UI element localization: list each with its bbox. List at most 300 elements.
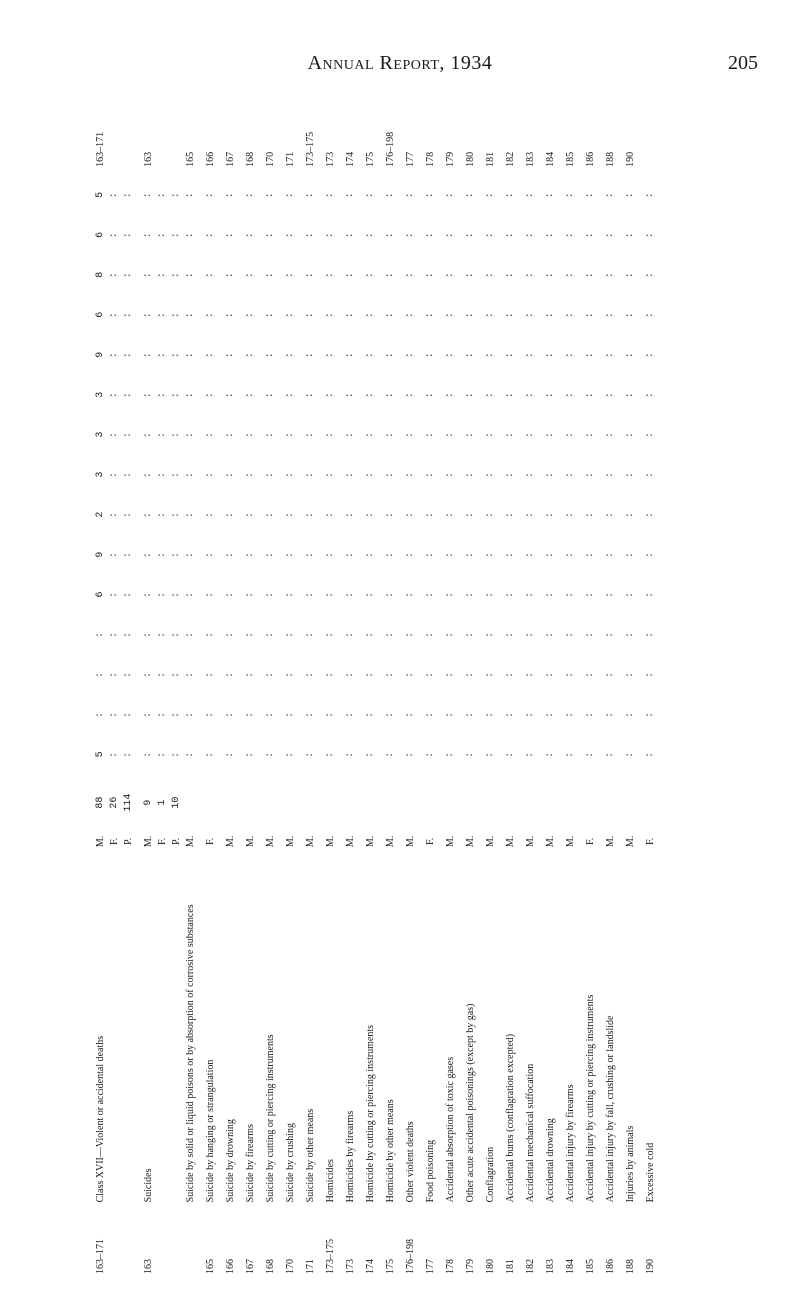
value-cell: : xyxy=(445,750,456,758)
value-cell: : xyxy=(645,471,656,479)
table-row xyxy=(538,90,558,1280)
row-code-right xyxy=(122,90,136,175)
value-cell: 6 xyxy=(95,591,106,598)
total-cell xyxy=(558,774,578,830)
value-cell: : xyxy=(385,431,396,439)
row-code: 168 xyxy=(265,1259,276,1274)
value-cell: : xyxy=(485,551,496,559)
value-cell: : xyxy=(585,311,596,319)
total-cell xyxy=(198,774,218,830)
value-cell: : xyxy=(525,391,536,399)
value-cell: : xyxy=(465,551,476,559)
value-cell: : xyxy=(157,591,168,599)
value-cell: : xyxy=(109,191,120,199)
value-cell: : xyxy=(445,391,456,399)
table-row xyxy=(88,90,108,1280)
value-cell: : xyxy=(109,591,120,599)
value-cell: : xyxy=(465,591,476,599)
value-cell: : xyxy=(625,191,636,199)
value-cell: : xyxy=(265,670,276,678)
value-cell: : xyxy=(405,591,416,599)
cause-label: Accidental absorption of toxic gases xyxy=(445,1056,456,1203)
value-cell: : xyxy=(345,231,356,239)
row-code xyxy=(122,1202,136,1280)
row-code-right: 182 xyxy=(505,151,516,167)
value-cell: : xyxy=(325,670,336,678)
value-cell: 5 xyxy=(95,751,106,758)
value-cell: : xyxy=(265,630,276,638)
table-row xyxy=(438,90,458,1280)
row-code-right: 168 xyxy=(245,151,256,167)
value-cell: : xyxy=(123,271,134,279)
row-code-right: 166 xyxy=(205,151,216,167)
value-cell: : xyxy=(425,750,436,758)
total-cell xyxy=(278,774,298,830)
value-cell: : xyxy=(485,351,496,359)
value-cell: : xyxy=(605,391,616,399)
value-cell: : xyxy=(123,351,134,359)
sex-label: M. xyxy=(365,835,376,848)
cause-label: Homicide by cutting or piercing instruments xyxy=(365,1024,376,1203)
cause-label: Other acute accidental poisonings (except by gas) xyxy=(465,1003,476,1203)
mortality-table xyxy=(88,90,658,1280)
value-cell: : xyxy=(225,191,236,199)
total-cell xyxy=(298,774,318,830)
total-cell xyxy=(358,774,378,830)
value-cell: : xyxy=(545,271,556,279)
cause-label: Suicide by other means xyxy=(305,1108,316,1203)
value-cell: : xyxy=(245,431,256,439)
row-code: 182 xyxy=(525,1259,536,1274)
value-cell: : xyxy=(345,191,356,199)
value-cell: : xyxy=(625,710,636,718)
value-cell: : xyxy=(157,271,168,279)
value-cell: : xyxy=(143,710,154,718)
value-cell: : xyxy=(171,591,182,599)
sex-label: M. xyxy=(545,835,556,848)
value-cell: : xyxy=(565,670,576,678)
value-cell: : xyxy=(345,710,356,718)
value-cell: : xyxy=(565,591,576,599)
row-code: 163–171 xyxy=(95,1239,106,1274)
value-cell: : xyxy=(645,351,656,359)
value-cell: : xyxy=(285,591,296,599)
value-cell: : xyxy=(123,311,134,319)
value-cell: : xyxy=(205,551,216,559)
value-cell: : xyxy=(143,471,154,479)
table-row xyxy=(136,90,156,1280)
value-cell: : xyxy=(171,750,182,758)
value-cell: : xyxy=(525,511,536,519)
total-cell xyxy=(498,774,518,830)
value-cell: : xyxy=(123,670,134,678)
value-cell: : xyxy=(605,431,616,439)
value-cell: : xyxy=(505,191,516,199)
table-row xyxy=(218,90,238,1280)
value-cell: : xyxy=(485,431,496,439)
value-cell: : xyxy=(365,431,376,439)
value-cell: : xyxy=(285,351,296,359)
table-row xyxy=(478,90,498,1280)
value-cell: : xyxy=(205,710,216,718)
value-cell: : xyxy=(385,551,396,559)
value-cell: : xyxy=(171,231,182,239)
value-cell: : xyxy=(585,591,596,599)
value-cell: : xyxy=(157,391,168,399)
cause-label: Class XVII—Violent or accidental deaths xyxy=(95,1035,106,1203)
sex-label: M. xyxy=(525,835,536,848)
sex-label: F. xyxy=(157,837,168,846)
value-cell: : xyxy=(325,231,336,239)
value-cell: : xyxy=(157,750,168,758)
total-cell: 9 xyxy=(143,799,154,806)
sex-label: M. xyxy=(285,835,296,848)
value-cell: : xyxy=(305,750,316,758)
value-cell: : xyxy=(425,231,436,239)
value-cell: : xyxy=(585,351,596,359)
value-cell: 8 xyxy=(95,271,106,278)
total-cell xyxy=(258,774,278,830)
sex-label: M. xyxy=(385,835,396,848)
value-cell: : xyxy=(445,551,456,559)
page-number: 205 xyxy=(728,52,758,74)
value-cell: : xyxy=(225,351,236,359)
cause-label: Homicides xyxy=(325,1159,336,1203)
cause-label: Accidental injury by fall, crushing or landslide xyxy=(605,1015,616,1203)
value-cell: : xyxy=(445,191,456,199)
value-cell: : xyxy=(265,431,276,439)
value-cell: : xyxy=(345,391,356,399)
sex-label: F. xyxy=(645,837,656,846)
value-cell: : xyxy=(185,511,196,519)
value-cell: : xyxy=(265,511,276,519)
value-cell: : xyxy=(465,271,476,279)
row-code-right: 175 xyxy=(365,151,376,167)
row-code-right: 163 xyxy=(143,151,154,167)
value-cell: : xyxy=(325,311,336,319)
value-cell: : xyxy=(345,471,356,479)
value-cell: : xyxy=(525,471,536,479)
table-row xyxy=(122,90,136,1280)
value-cell: : xyxy=(171,670,182,678)
value-cell: : xyxy=(625,551,636,559)
row-code-right xyxy=(638,90,658,175)
value-cell: : xyxy=(171,551,182,559)
value-cell: : xyxy=(605,630,616,638)
value-cell: : xyxy=(485,231,496,239)
value-cell: : xyxy=(645,630,656,638)
value-cell: : xyxy=(205,511,216,519)
table-row xyxy=(558,90,578,1280)
value-cell: : xyxy=(143,311,154,319)
value-cell: : xyxy=(525,191,536,199)
total-cell xyxy=(578,774,598,830)
value-cell: 9 xyxy=(95,351,106,358)
value-cell: : xyxy=(405,551,416,559)
value-cell: : xyxy=(385,231,396,239)
value-cell: : xyxy=(185,391,196,399)
value-cell: : xyxy=(485,191,496,199)
report-title: Annual Report, 1934 xyxy=(307,52,493,74)
value-cell: : xyxy=(245,511,256,519)
value-cell: : xyxy=(185,750,196,758)
value-cell: : xyxy=(645,391,656,399)
cause-label: Excessive cold xyxy=(645,1142,656,1203)
sex-label: F. xyxy=(425,837,436,846)
value-cell: : xyxy=(385,591,396,599)
value-cell: : xyxy=(157,191,168,199)
row-code-right: 180 xyxy=(465,151,476,167)
value-cell: : xyxy=(465,471,476,479)
value-cell: : xyxy=(625,511,636,519)
value-cell: : xyxy=(425,670,436,678)
value-cell: : xyxy=(109,391,120,399)
value-cell: : xyxy=(123,630,134,638)
value-cell: : xyxy=(625,231,636,239)
value-cell: : xyxy=(605,311,616,319)
value-cell: : xyxy=(485,670,496,678)
value-cell: : xyxy=(645,271,656,279)
value-cell: : xyxy=(585,710,596,718)
value-cell: : xyxy=(425,311,436,319)
value-cell: : xyxy=(305,431,316,439)
value-cell: : xyxy=(345,630,356,638)
total-cell xyxy=(238,774,258,830)
value-cell: : xyxy=(365,670,376,678)
value-cell: : xyxy=(123,191,134,199)
total-cell xyxy=(184,774,198,830)
total-cell xyxy=(458,774,478,830)
value-cell: : xyxy=(565,710,576,718)
value-cell: : xyxy=(225,630,236,638)
value-cell: : xyxy=(205,351,216,359)
table-row xyxy=(108,90,122,1280)
value-cell: : xyxy=(345,431,356,439)
cause-label: Accidental injury by cutting or piercing instruments xyxy=(585,994,596,1203)
value-cell: : xyxy=(205,191,216,199)
value-cell: : xyxy=(185,351,196,359)
value-cell: : xyxy=(425,471,436,479)
value-cell: : xyxy=(265,311,276,319)
value-cell: : xyxy=(185,271,196,279)
value-cell: : xyxy=(245,311,256,319)
value-cell: : xyxy=(285,191,296,199)
value-cell: : xyxy=(505,630,516,638)
value-cell: : xyxy=(485,591,496,599)
value-cell: : xyxy=(365,511,376,519)
row-code-right: 165 xyxy=(185,151,196,167)
row-code: 183 xyxy=(545,1259,556,1274)
row-code: 177 xyxy=(425,1259,436,1274)
value-cell: : xyxy=(525,551,536,559)
row-code: 184 xyxy=(565,1259,576,1274)
value-cell: : xyxy=(465,431,476,439)
row-code: 175 xyxy=(385,1259,396,1274)
value-cell: : xyxy=(485,750,496,758)
sex-label: P. xyxy=(123,837,134,845)
value-cell: : xyxy=(305,551,316,559)
cause-label: Homicide by other means xyxy=(385,1099,396,1203)
value-cell: : xyxy=(157,351,168,359)
value-cell: : xyxy=(525,630,536,638)
row-code-right: 190 xyxy=(625,151,636,167)
value-cell: : xyxy=(505,591,516,599)
row-code xyxy=(184,1202,198,1280)
value-cell: : xyxy=(245,191,256,199)
value-cell: : xyxy=(109,511,120,519)
value-cell: : xyxy=(585,231,596,239)
value-cell: : xyxy=(385,750,396,758)
table-row xyxy=(198,90,218,1280)
value-cell: : xyxy=(605,271,616,279)
value-cell: : xyxy=(465,231,476,239)
value-cell: : xyxy=(325,710,336,718)
value-cell: : xyxy=(123,391,134,399)
row-code-right: 186 xyxy=(585,151,596,167)
value-cell: : xyxy=(185,231,196,239)
value-cell: : xyxy=(605,750,616,758)
value-cell: : xyxy=(245,351,256,359)
value-cell: : xyxy=(245,271,256,279)
value-cell: : xyxy=(545,351,556,359)
sex-label: M. xyxy=(485,835,496,848)
value-cell: 6 xyxy=(95,231,106,238)
value-cell: : xyxy=(405,271,416,279)
row-code-right: 174 xyxy=(345,151,356,167)
value-cell: : xyxy=(143,191,154,199)
row-code xyxy=(108,1202,122,1280)
sex-label: M. xyxy=(625,835,636,848)
value-cell: : xyxy=(565,551,576,559)
table-row xyxy=(170,90,184,1280)
row-code: 166 xyxy=(225,1259,236,1274)
row-code-right: 183 xyxy=(525,151,536,167)
value-cell: : xyxy=(325,271,336,279)
value-cell: : xyxy=(265,750,276,758)
value-cell: : xyxy=(605,511,616,519)
value-cell: : xyxy=(285,231,296,239)
value-cell: : xyxy=(485,391,496,399)
value-cell: : xyxy=(345,551,356,559)
row-code: 185 xyxy=(585,1259,596,1274)
value-cell: : xyxy=(123,431,134,439)
value-cell: : xyxy=(365,471,376,479)
value-cell: : xyxy=(465,191,476,199)
row-code: 188 xyxy=(625,1259,636,1274)
value-cell: : xyxy=(345,670,356,678)
cause-label: Accidental drowning xyxy=(545,1118,556,1203)
value-cell: : xyxy=(205,431,216,439)
value-cell: : xyxy=(465,630,476,638)
value-cell: : xyxy=(365,551,376,559)
value-cell: : xyxy=(645,710,656,718)
value-cell: : xyxy=(425,191,436,199)
table-row xyxy=(638,90,658,1280)
value-cell: : xyxy=(545,630,556,638)
value-cell: : xyxy=(465,750,476,758)
total-cell: 114 xyxy=(123,793,134,812)
sex-label: M. xyxy=(605,835,616,848)
value-cell: : xyxy=(565,511,576,519)
value-cell: : xyxy=(565,191,576,199)
value-cell: : xyxy=(185,471,196,479)
value-cell: : xyxy=(225,511,236,519)
row-code-right: 188 xyxy=(605,151,616,167)
value-cell: : xyxy=(345,750,356,758)
total-cell xyxy=(338,774,358,830)
value-cell: : xyxy=(405,750,416,758)
value-cell: : xyxy=(405,710,416,718)
row-code: 173–175 xyxy=(325,1239,336,1274)
sex-label: M. xyxy=(245,835,256,848)
value-cell: : xyxy=(95,670,106,678)
value-cell: : xyxy=(525,271,536,279)
value-cell: : xyxy=(245,750,256,758)
row-code-right: 173 xyxy=(325,151,336,167)
value-cell: : xyxy=(525,750,536,758)
value-cell: : xyxy=(405,391,416,399)
value-cell: : xyxy=(445,231,456,239)
value-cell: : xyxy=(505,391,516,399)
value-cell: : xyxy=(285,511,296,519)
sex-label: F. xyxy=(109,837,120,846)
value-cell: : xyxy=(345,351,356,359)
cause-label: Suicide by hanging or strangulation xyxy=(205,1059,216,1203)
value-cell: : xyxy=(525,670,536,678)
value-cell: : xyxy=(185,630,196,638)
value-cell: : xyxy=(385,311,396,319)
value-cell: : xyxy=(645,231,656,239)
table-row xyxy=(358,90,378,1280)
value-cell: : xyxy=(545,231,556,239)
value-cell: : xyxy=(625,750,636,758)
value-cell: : xyxy=(405,670,416,678)
value-cell: : xyxy=(365,191,376,199)
sex-label: M. xyxy=(565,835,576,848)
cause-label xyxy=(170,852,184,1202)
value-cell: : xyxy=(505,231,516,239)
value-cell: : xyxy=(605,191,616,199)
value-cell: : xyxy=(225,670,236,678)
value-cell: : xyxy=(285,630,296,638)
value-cell: : xyxy=(645,311,656,319)
row-code-right: 179 xyxy=(445,151,456,167)
sex-label: M. xyxy=(225,835,236,848)
value-cell: : xyxy=(425,591,436,599)
value-cell: : xyxy=(325,511,336,519)
value-cell: : xyxy=(123,551,134,559)
value-cell: : xyxy=(385,471,396,479)
row-code-right: 173–175 xyxy=(305,131,316,167)
total-cell xyxy=(318,774,338,830)
value-cell: : xyxy=(109,630,120,638)
value-cell: : xyxy=(143,630,154,638)
cause-label: Conflagration xyxy=(485,1146,496,1203)
value-cell: : xyxy=(185,591,196,599)
row-code: 190 xyxy=(645,1259,656,1274)
sex-label: M. xyxy=(445,835,456,848)
value-cell: : xyxy=(565,351,576,359)
value-cell: 5 xyxy=(95,191,106,198)
value-cell: : xyxy=(565,311,576,319)
table-row xyxy=(458,90,478,1280)
value-cell: : xyxy=(385,511,396,519)
value-cell: : xyxy=(505,431,516,439)
value-cell: : xyxy=(505,311,516,319)
value-cell: : xyxy=(505,511,516,519)
row-code: 178 xyxy=(445,1259,456,1274)
value-cell: : xyxy=(345,511,356,519)
